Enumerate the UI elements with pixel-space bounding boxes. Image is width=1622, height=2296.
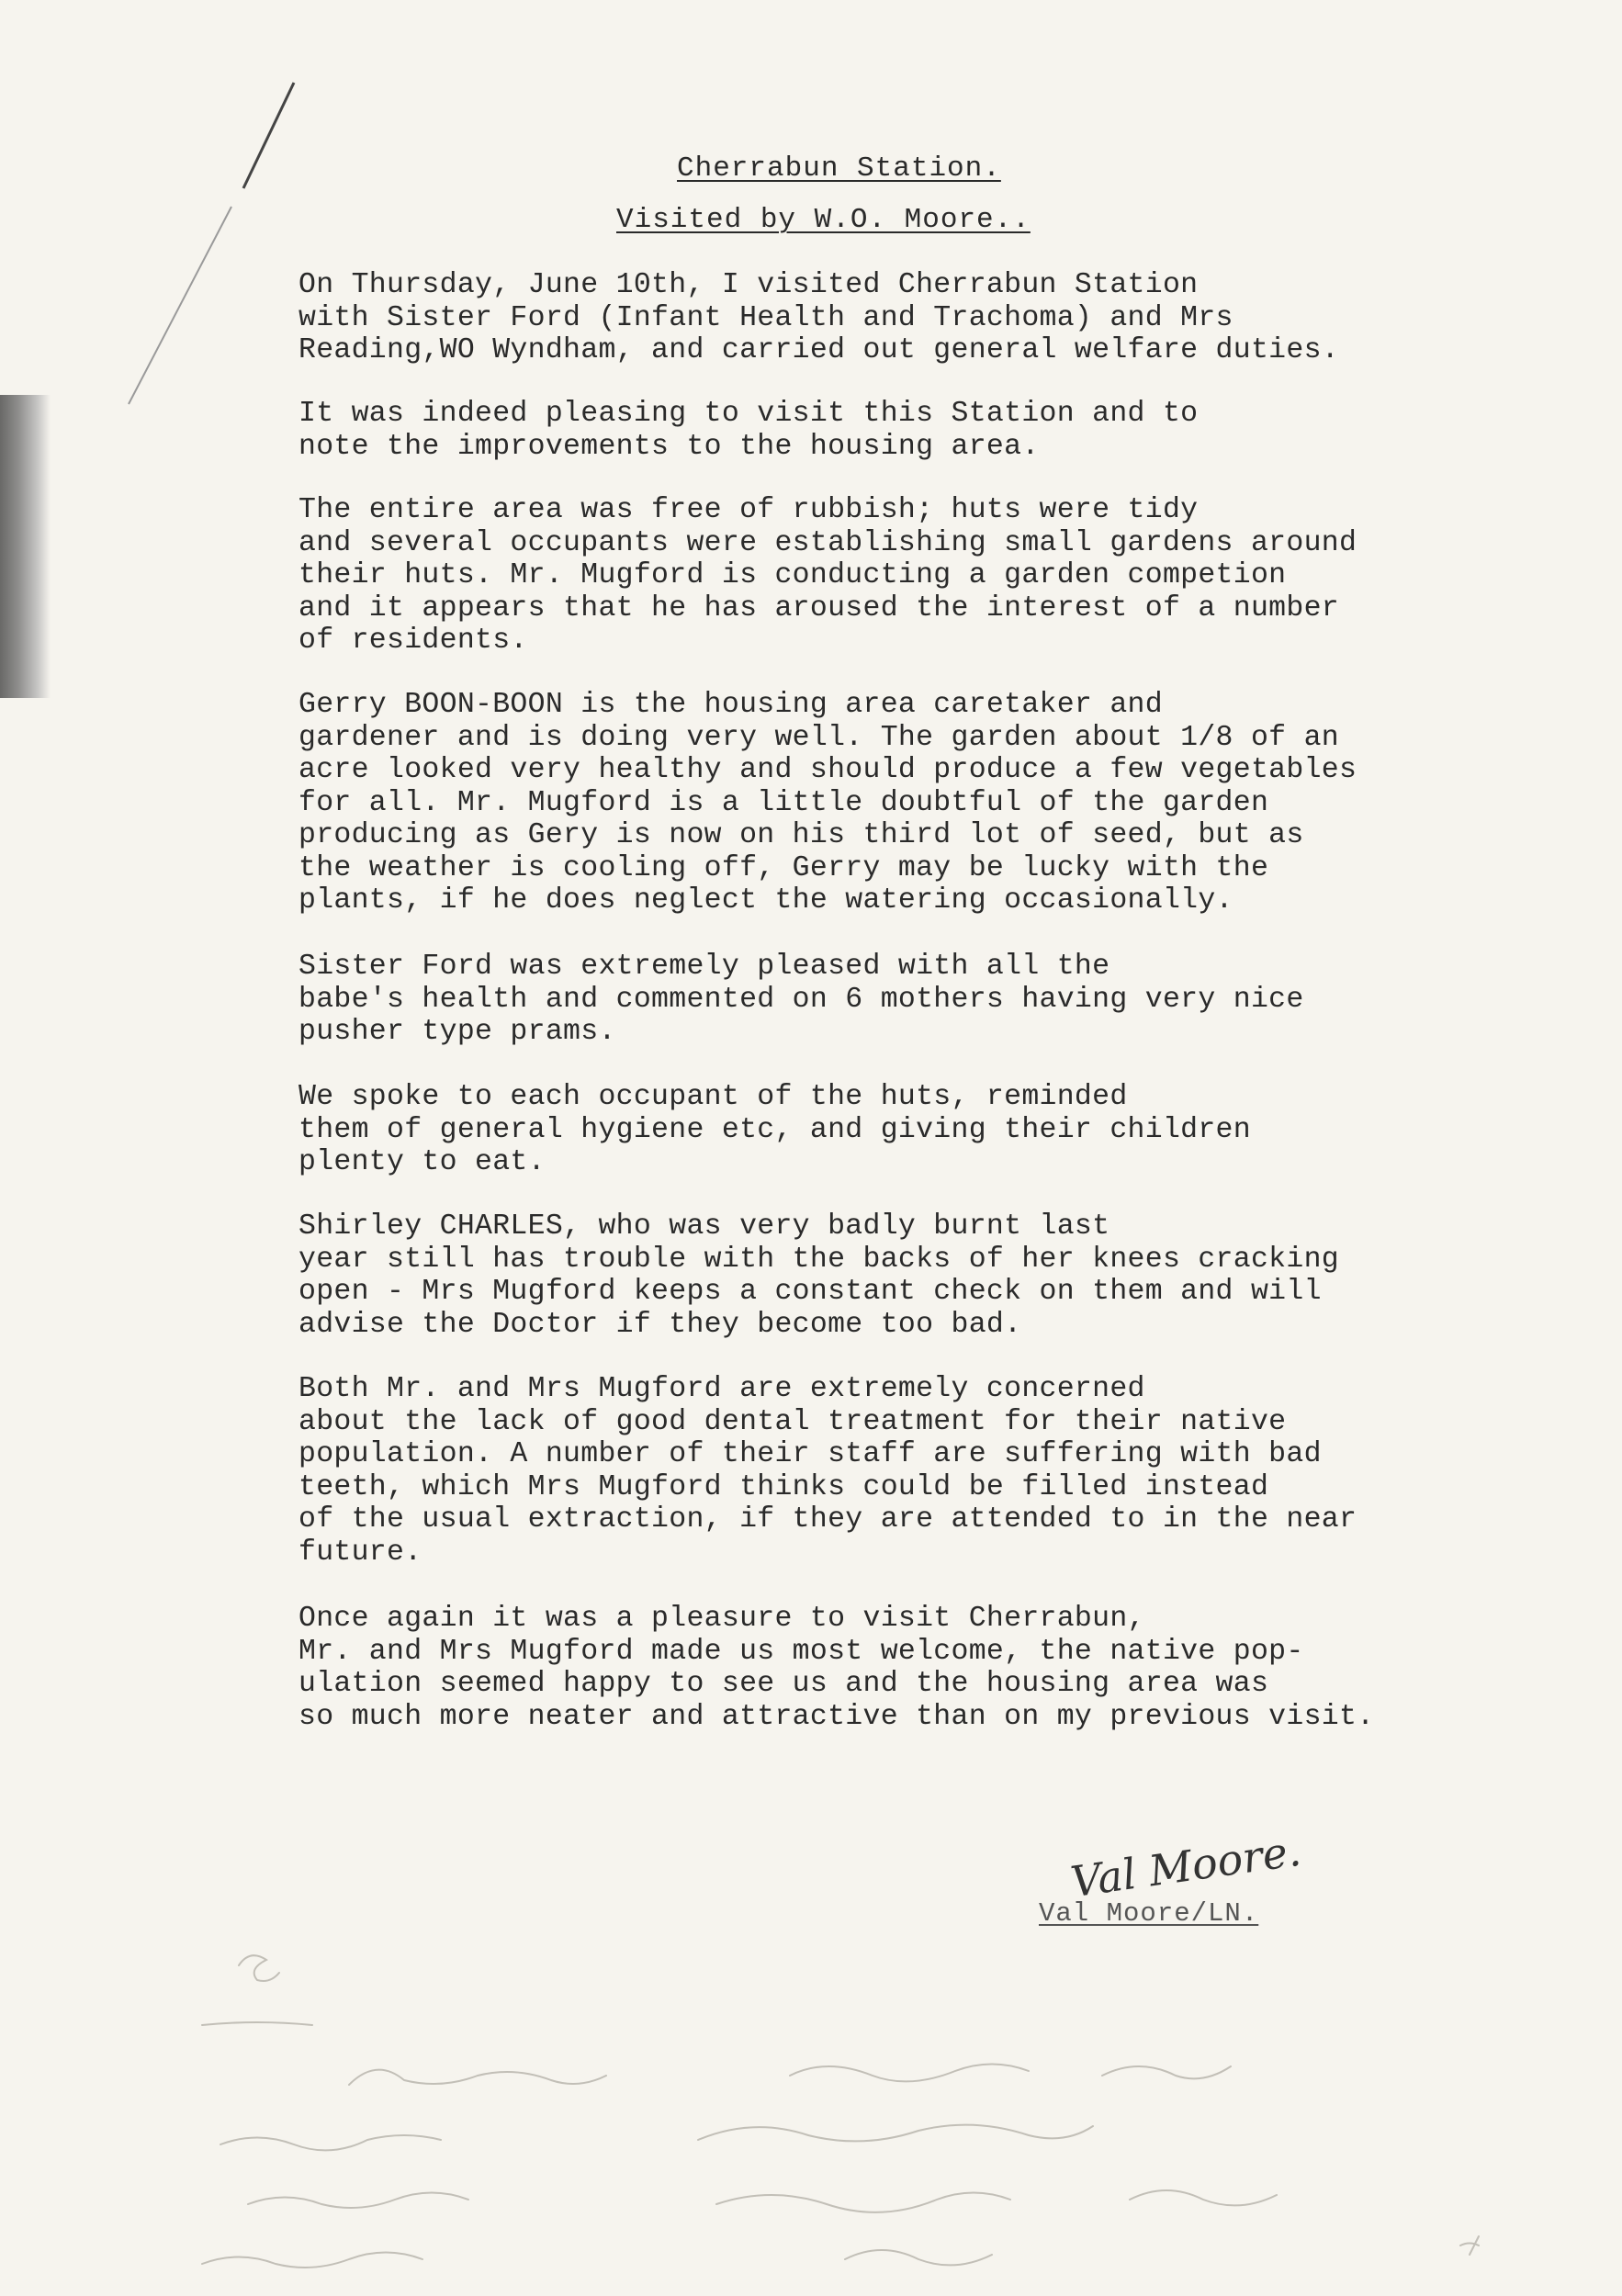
scan-edge-shadow	[0, 395, 51, 698]
paragraph-1: On Thursday, June 10th, I visited Cherrabun Station with Sister Ford (Infant Health and Trachoma) and Mrs Reading,WO Wyndham, and carried out general welfare duties.	[298, 269, 1339, 366]
paragraph-3: The entire area was free of rubbish; huts were tidy and several occupants were establishing small gardens around their huts. Mr. Mugford is conducting a garden competion and it appears that he has aroused the interest of a number of residents.	[298, 494, 1357, 657]
paragraph-8: Both Mr. and Mrs Mugford are extremely concerned about the lack of good dental treatment for their native population. A number of their staff are suffering with bad teeth, which Mrs Mugford thinks could be filled instead of the usual extraction, if they are attended to in the near future.	[298, 1373, 1357, 1569]
signature-block	[1033, 1825, 1419, 1942]
typed-signature: Val Moore/LN.	[1039, 1898, 1259, 1929]
document-subtitle: Visited by W.O. Moore..	[616, 204, 1031, 236]
faint-handwritten-notes	[165, 1938, 1497, 2287]
handwritten-signature: Val Moore.	[1067, 1825, 1304, 1908]
paragraph-5: Sister Ford was extremely pleased with all the babe's health and commented on 6 mothers having very nice pusher type prams.	[298, 951, 1304, 1048]
paragraph-6: We spoke to each occupant of the huts, reminded them of general hygiene etc, and giving their children plenty to eat.	[298, 1081, 1251, 1178]
scan-edge-marks	[0, 0, 312, 422]
paragraph-4: Gerry BOON-BOON is the housing area caretaker and gardener and is doing very well. The garden about 1/8 of an acre looked very healthy and should produce a few vegetables for all. Mr. Mugford is a little doubtful of the garden producing as Gery is now on his third lot of seed, but as the weather is cooling off, Gerry may be lucky with the plants, if he does neglect the watering occasionally.	[298, 689, 1357, 917]
paragraph-9: Once again it was a pleasure to visit Cherrabun, Mr. and Mrs Mugford made us most welcome, the native pop- ulation seemed happy to see us and the housing area was so much more neater and attractive than on my previous visit.	[298, 1603, 1375, 1733]
document-title: Cherrabun Station.	[677, 152, 1001, 185]
paragraph-2: It was indeed pleasing to visit this Station and to note the improvements to the housing area.	[298, 398, 1199, 463]
paragraph-7: Shirley CHARLES, who was very badly burnt last year still has trouble with the backs of her knees cracking open - Mrs Mugford keeps a constant check on them and will advise the Doctor if they become too bad.	[298, 1210, 1339, 1341]
